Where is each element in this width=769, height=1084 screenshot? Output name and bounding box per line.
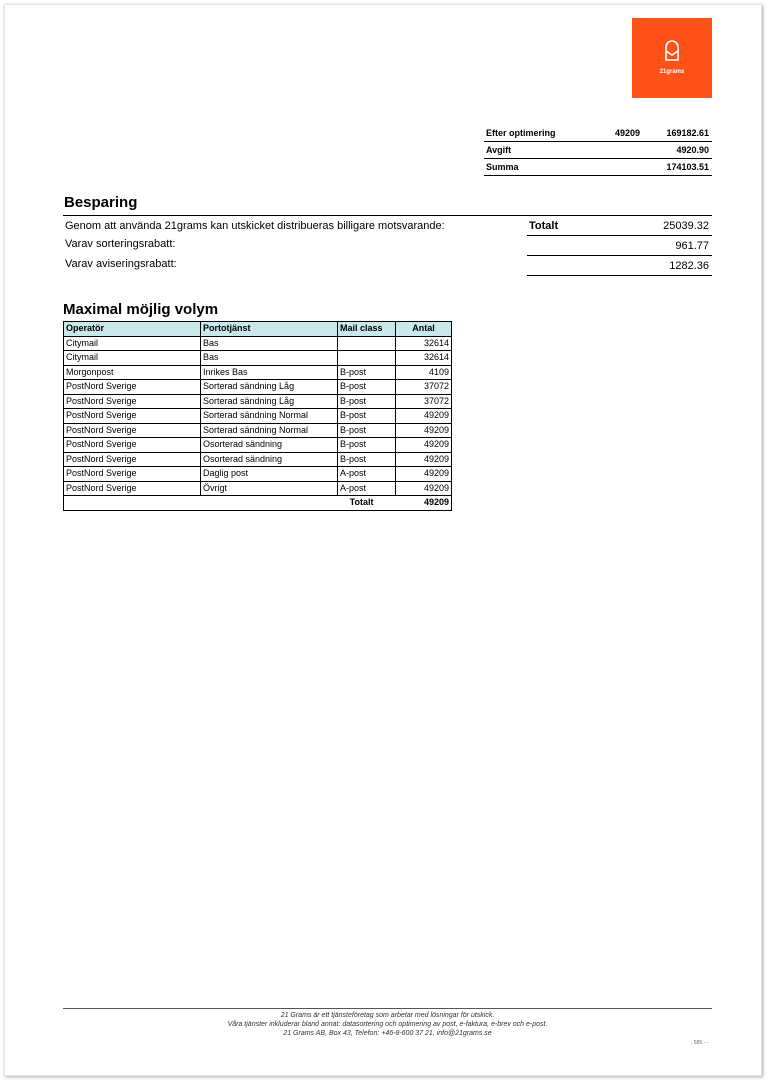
operator-cell: PostNord Sverige bbox=[64, 380, 201, 395]
total-label: Totalt bbox=[349, 497, 374, 508]
company-logo bbox=[632, 18, 712, 98]
service-cell: Sorterad sändning Normal bbox=[201, 409, 338, 424]
page-number: , 585 - - bbox=[691, 1040, 709, 1046]
column-header-service: Portotjänst bbox=[201, 322, 338, 337]
service-cell: Inrikes Bas bbox=[201, 365, 338, 380]
operator-cell: PostNord Sverige bbox=[64, 467, 201, 482]
operator-cell: PostNord Sverige bbox=[64, 452, 201, 467]
mail-class-cell: B-post bbox=[338, 365, 396, 380]
mail-class-cell bbox=[338, 351, 396, 366]
count-cell: 49209 bbox=[396, 481, 452, 496]
cost-summary-table bbox=[484, 125, 712, 176]
operator-cell: Morgonpost bbox=[64, 365, 201, 380]
count-cell: 32614 bbox=[396, 336, 452, 351]
savings-total-row bbox=[527, 216, 712, 236]
count-cell: 49209 bbox=[396, 423, 452, 438]
volume-table bbox=[63, 321, 452, 511]
sorting-discount-label: Varav sorteringsrabatt: bbox=[65, 238, 176, 250]
mail-class-cell: B-post bbox=[338, 380, 396, 395]
count-cell: 37072 bbox=[396, 380, 452, 395]
summary-value: 174103.51 bbox=[666, 162, 709, 172]
mail-class-cell: A-post bbox=[338, 481, 396, 496]
logo-mark-icon bbox=[663, 38, 681, 64]
table-row bbox=[64, 467, 452, 482]
sorting-discount-row bbox=[527, 236, 712, 256]
total-value: 49209 bbox=[423, 497, 449, 508]
footer-line: Våra tjänster inkluderar bland annat: datasortering och optimering av post, e-faktura, e-brev och e-post. bbox=[227, 1021, 548, 1028]
table-header-row bbox=[64, 322, 452, 337]
besparing-heading: Besparing bbox=[64, 194, 138, 211]
table-row bbox=[64, 336, 452, 351]
operator-cell: Citymail bbox=[64, 336, 201, 351]
mail-class-cell: B-post bbox=[338, 452, 396, 467]
table-row bbox=[64, 452, 452, 467]
savings-total-label: Totalt bbox=[529, 219, 559, 232]
count-cell: 4109 bbox=[396, 365, 452, 380]
operator-cell: PostNord Sverige bbox=[64, 409, 201, 424]
footer-line: 21 Grams är ett tjänsteföretag som arbetar med lösningar för utskick. bbox=[280, 1012, 495, 1019]
count-cell: 49209 bbox=[396, 438, 452, 453]
service-cell: Osorterad sändning bbox=[201, 438, 338, 453]
operator-cell: PostNord Sverige bbox=[64, 438, 201, 453]
service-cell: Daglig post bbox=[201, 467, 338, 482]
mail-class-cell: B-post bbox=[338, 438, 396, 453]
column-header-count: Antal bbox=[396, 322, 452, 337]
footer-divider bbox=[63, 1008, 712, 1009]
service-cell: Osorterad sändning bbox=[201, 452, 338, 467]
operator-cell: PostNord Sverige bbox=[64, 394, 201, 409]
summary-count: 49209 bbox=[614, 128, 640, 138]
table-total-row bbox=[64, 496, 452, 511]
notification-discount-label: Varav aviseringsrabatt: bbox=[65, 258, 177, 270]
summary-row bbox=[484, 142, 712, 159]
service-cell: Sorterad sändning Normal bbox=[201, 423, 338, 438]
count-cell: 49209 bbox=[396, 452, 452, 467]
count-cell: 32614 bbox=[396, 351, 452, 366]
operator-cell: PostNord Sverige bbox=[64, 481, 201, 496]
table-row bbox=[64, 481, 452, 496]
summary-label: Efter optimering bbox=[486, 128, 556, 138]
footer-line: 21 Grams AB, Box 43, Telefon: +46-8-600 37 21, info@21grams.se bbox=[283, 1030, 492, 1037]
notification-discount-value: 1282.36 bbox=[669, 259, 709, 272]
service-cell: Bas bbox=[201, 351, 338, 366]
summary-label: Summa bbox=[486, 162, 519, 172]
savings-total-value: 25039.32 bbox=[663, 219, 709, 232]
table-row bbox=[64, 409, 452, 424]
summary-row bbox=[484, 159, 712, 176]
volume-heading: Maximal möjlig volym bbox=[63, 301, 219, 318]
service-cell: Sorterad sändning Låg bbox=[201, 380, 338, 395]
operator-cell: Citymail bbox=[64, 351, 201, 366]
mail-class-cell: B-post bbox=[338, 409, 396, 424]
table-row bbox=[64, 423, 452, 438]
column-header-mail-class: Mail class bbox=[338, 322, 396, 337]
table-row bbox=[64, 380, 452, 395]
table-row bbox=[64, 365, 452, 380]
service-cell: Övrigt bbox=[201, 481, 338, 496]
savings-values bbox=[527, 216, 712, 276]
table-row bbox=[64, 351, 452, 366]
count-cell: 49209 bbox=[396, 409, 452, 424]
service-cell: Bas bbox=[201, 336, 338, 351]
table-row bbox=[64, 438, 452, 453]
count-cell: 37072 bbox=[396, 394, 452, 409]
mail-class-cell bbox=[338, 336, 396, 351]
mail-class-cell: B-post bbox=[338, 394, 396, 409]
notification-discount-row bbox=[527, 256, 712, 276]
summary-row bbox=[484, 125, 712, 142]
mail-class-cell: A-post bbox=[338, 467, 396, 482]
logo-text: 21grams bbox=[659, 69, 685, 75]
service-cell: Sorterad sändning Låg bbox=[201, 394, 338, 409]
document-page bbox=[4, 4, 762, 1076]
summary-value: 4920.90 bbox=[676, 145, 709, 155]
table-row bbox=[64, 394, 452, 409]
summary-value: 169182.61 bbox=[666, 128, 709, 138]
footer bbox=[63, 1011, 712, 1038]
operator-cell: PostNord Sverige bbox=[64, 423, 201, 438]
mail-class-cell: B-post bbox=[338, 423, 396, 438]
sorting-discount-value: 961.77 bbox=[675, 239, 709, 252]
count-cell: 49209 bbox=[396, 467, 452, 482]
savings-description: Genom att använda 21grams kan utskicket distribueras billigare motsvarande: bbox=[65, 220, 445, 232]
summary-label: Avgift bbox=[486, 145, 512, 155]
column-header-operator: Operatör bbox=[64, 322, 201, 337]
